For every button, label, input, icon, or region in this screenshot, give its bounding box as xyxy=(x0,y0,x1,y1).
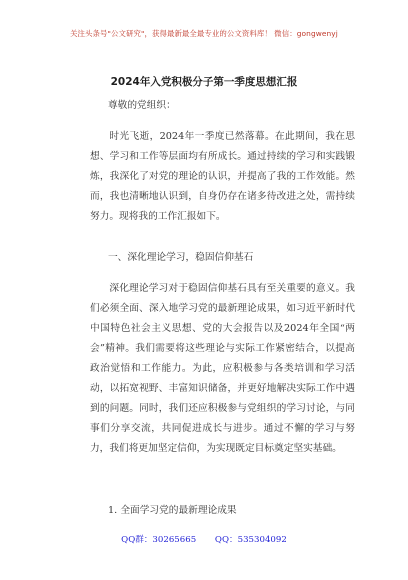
qq-group-text: QQ群：30265665 xyxy=(121,535,197,545)
salutation: 尊敬的党组织： xyxy=(108,100,176,111)
promo-banner: 关注头条号"公文研究"，获得最新最全最专业的公文资料库！ 微信：gongwenyj xyxy=(70,29,338,38)
qq-number-text: QQ：535304092 xyxy=(214,535,287,545)
paragraph-text: 时光飞逝，2024年一季度已然落幕。在此期间，我在思想、学习和工作等层面均有所成长。通过持续的学习和实践锻炼，我深化了对党的理论的认识，并提高了我的工作效能。然而，我也清晰地认识到，自身仍存在诸多待改进之处，需持续努力。现将我的工作汇报如下。 xyxy=(90,131,355,222)
paragraph-intro xyxy=(90,127,355,227)
subsection-heading: 1. 全面学习党的最新理论成果 xyxy=(108,505,237,516)
contact-footer xyxy=(0,533,408,545)
paragraph-theory xyxy=(90,279,355,459)
section-heading: 一、深化理论学习，稳固信仰基石 xyxy=(108,252,254,263)
paragraph-text: 深化理论学习对于稳固信仰基石具有至关重要的意义。我们必须全面、深入地学习党的最新理论成果，如习近平新时代中国特色社会主义思想、党的大会报告以及2024年全国“两会”精神。我们需要将这些理论与实际工作紧密结合，以提高政治觉悟和工作能力。为此，应积极参与各类培训和学习活动，以拓宽视野、丰富知识储备，并更好地解决实际工作中遇到的问题。同时，我们还应积极参与党组织的学习讨论，与同事们分享交流，共同促进成长与进步。通过不懈的学习与努力，我们将更加坚定信仰，为实现既定目标奠定坚实基础。 xyxy=(90,283,355,454)
document-title: 2024年入党积极分子第一季度思想汇报 xyxy=(110,76,298,88)
